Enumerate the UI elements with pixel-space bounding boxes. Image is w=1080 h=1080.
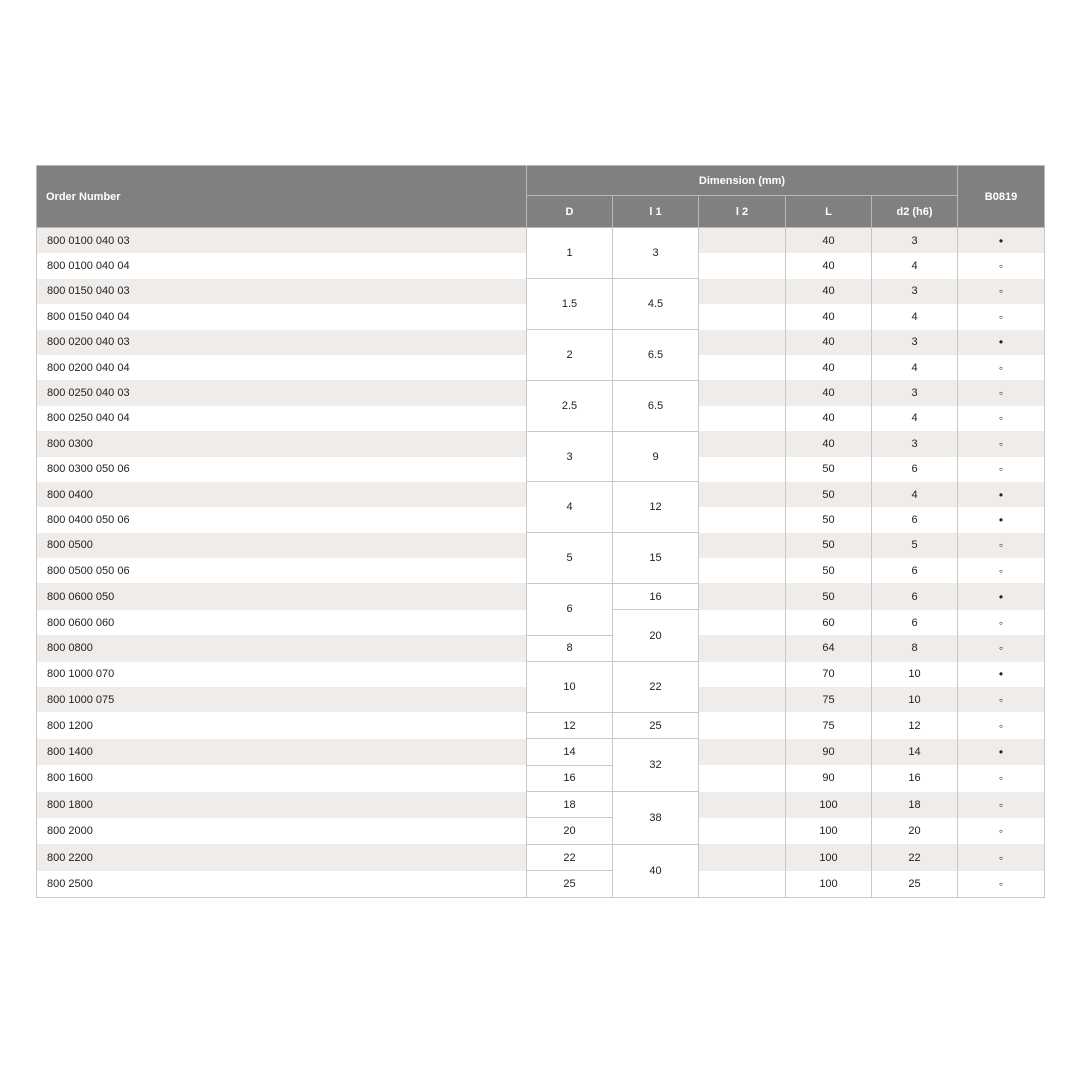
availability-mark: • xyxy=(958,583,1045,609)
length-cell: 40 xyxy=(786,431,872,456)
length-cell: 64 xyxy=(786,635,872,661)
order-table xyxy=(36,165,1045,898)
l1-cell: 6.5 xyxy=(613,330,699,381)
availability-mark: ◦ xyxy=(958,687,1045,712)
l1-cell: 25 xyxy=(613,712,699,738)
availability-mark: ◦ xyxy=(958,871,1045,897)
table-row xyxy=(37,533,1045,558)
table-row xyxy=(37,739,1045,765)
d-cell: 16 xyxy=(527,765,613,791)
d2-cell: 5 xyxy=(872,533,958,558)
order-number-cell: 800 0100 040 04 xyxy=(37,253,527,278)
length-cell: 50 xyxy=(786,583,872,609)
l2-cell xyxy=(699,818,786,844)
l2-cell xyxy=(699,279,786,304)
d2-cell: 6 xyxy=(872,558,958,583)
availability-mark: ◦ xyxy=(958,844,1045,870)
availability-mark: ◦ xyxy=(958,610,1045,635)
d2-cell: 22 xyxy=(872,844,958,870)
order-number-cell: 800 0600 050 xyxy=(37,583,527,609)
availability-mark: ◦ xyxy=(958,457,1045,482)
col-l2-header: l 2 xyxy=(699,196,786,228)
d-cell: 22 xyxy=(527,844,613,870)
table-body xyxy=(37,228,1045,898)
availability-mark: ◦ xyxy=(958,792,1045,818)
order-number-cell: 800 1600 xyxy=(37,765,527,791)
d2-cell: 4 xyxy=(872,355,958,380)
d-cell: 1.5 xyxy=(527,279,613,330)
l2-cell xyxy=(699,507,786,532)
d-cell: 2.5 xyxy=(527,380,613,431)
l1-cell: 22 xyxy=(613,662,699,713)
l2-cell xyxy=(699,330,786,355)
l1-cell: 40 xyxy=(613,844,699,897)
length-cell: 70 xyxy=(786,662,872,687)
col-d-header: D xyxy=(527,196,613,228)
l2-cell xyxy=(699,482,786,507)
l2-cell xyxy=(699,687,786,712)
availability-mark: • xyxy=(958,228,1045,254)
l1-cell: 4.5 xyxy=(613,279,699,330)
brand-header: B0819 xyxy=(958,166,1045,228)
d-cell: 12 xyxy=(527,712,613,738)
table-row xyxy=(37,792,1045,818)
availability-mark: ◦ xyxy=(958,380,1045,405)
d-cell: 20 xyxy=(527,818,613,844)
length-cell: 50 xyxy=(786,457,872,482)
order-number-cell: 800 0500 xyxy=(37,533,527,558)
d-cell: 4 xyxy=(527,482,613,533)
length-cell: 60 xyxy=(786,610,872,635)
availability-mark: • xyxy=(958,662,1045,687)
l2-cell xyxy=(699,792,786,818)
d-cell: 10 xyxy=(527,662,613,713)
order-number-cell: 800 0600 060 xyxy=(37,610,527,635)
length-cell: 100 xyxy=(786,818,872,844)
d2-cell: 3 xyxy=(872,380,958,405)
availability-mark: ◦ xyxy=(958,279,1045,304)
l2-cell xyxy=(699,662,786,687)
availability-mark: • xyxy=(958,739,1045,765)
length-cell: 40 xyxy=(786,279,872,304)
d2-cell: 4 xyxy=(872,406,958,431)
d-cell: 6 xyxy=(527,583,613,635)
l1-cell: 9 xyxy=(613,431,699,482)
order-number-header: Order Number xyxy=(37,166,527,228)
availability-mark: ◦ xyxy=(958,635,1045,661)
order-number-cell: 800 0150 040 04 xyxy=(37,304,527,329)
d2-cell: 3 xyxy=(872,279,958,304)
order-number-cell: 800 2000 xyxy=(37,818,527,844)
availability-mark: • xyxy=(958,482,1045,507)
l1-cell: 15 xyxy=(613,533,699,584)
availability-mark: • xyxy=(958,507,1045,532)
d2-cell: 6 xyxy=(872,583,958,609)
dimension-header: Dimension (mm) xyxy=(527,166,958,196)
order-number-cell: 800 2500 xyxy=(37,871,527,897)
length-cell: 100 xyxy=(786,871,872,897)
l1-cell: 16 xyxy=(613,583,699,609)
l2-cell xyxy=(699,533,786,558)
d2-cell: 4 xyxy=(872,482,958,507)
d-cell: 14 xyxy=(527,739,613,765)
order-number-cell: 800 1000 070 xyxy=(37,662,527,687)
d2-cell: 20 xyxy=(872,818,958,844)
d2-cell: 12 xyxy=(872,712,958,738)
d2-cell: 6 xyxy=(872,507,958,532)
col-l1-header: l 1 xyxy=(613,196,699,228)
order-number-cell: 800 0100 040 03 xyxy=(37,228,527,254)
l2-cell xyxy=(699,712,786,738)
d-cell: 5 xyxy=(527,533,613,584)
table-row xyxy=(37,765,1045,791)
l2-cell xyxy=(699,635,786,661)
length-cell: 40 xyxy=(786,253,872,278)
order-number-cell: 800 0400 xyxy=(37,482,527,507)
availability-mark: ◦ xyxy=(958,818,1045,844)
d2-cell: 25 xyxy=(872,871,958,897)
l1-cell: 3 xyxy=(613,228,699,279)
d2-cell: 10 xyxy=(872,662,958,687)
l1-cell: 12 xyxy=(613,482,699,533)
table-row xyxy=(37,279,1045,304)
l2-cell xyxy=(699,380,786,405)
d2-cell: 6 xyxy=(872,457,958,482)
length-cell: 40 xyxy=(786,355,872,380)
l2-cell xyxy=(699,431,786,456)
l2-cell xyxy=(699,228,786,254)
l2-cell xyxy=(699,871,786,897)
col-L-header: L xyxy=(786,196,872,228)
l1-cell: 20 xyxy=(613,610,699,662)
length-cell: 90 xyxy=(786,765,872,791)
table-row xyxy=(37,482,1045,507)
l2-cell xyxy=(699,765,786,791)
length-cell: 100 xyxy=(786,792,872,818)
order-number-cell: 800 0500 050 06 xyxy=(37,558,527,583)
col-d2-header: d2 (h6) xyxy=(872,196,958,228)
l2-cell xyxy=(699,457,786,482)
table-row xyxy=(37,844,1045,870)
length-cell: 75 xyxy=(786,687,872,712)
l1-cell: 38 xyxy=(613,792,699,845)
availability-mark: ◦ xyxy=(958,304,1045,329)
table-row xyxy=(37,662,1045,687)
l2-cell xyxy=(699,558,786,583)
l2-cell xyxy=(699,355,786,380)
order-number-cell: 800 1200 xyxy=(37,712,527,738)
table-row xyxy=(37,712,1045,738)
availability-mark: ◦ xyxy=(958,431,1045,456)
table-row xyxy=(37,228,1045,254)
d2-cell: 4 xyxy=(872,253,958,278)
order-number-cell: 800 2200 xyxy=(37,844,527,870)
l2-cell xyxy=(699,304,786,329)
l2-cell xyxy=(699,610,786,635)
d2-cell: 3 xyxy=(872,431,958,456)
l2-cell xyxy=(699,406,786,431)
order-number-cell: 800 1400 xyxy=(37,739,527,765)
l2-cell xyxy=(699,739,786,765)
l2-cell xyxy=(699,583,786,609)
d2-cell: 14 xyxy=(872,739,958,765)
order-number-cell: 800 0250 040 04 xyxy=(37,406,527,431)
d2-cell: 8 xyxy=(872,635,958,661)
table-row xyxy=(37,635,1045,661)
d-cell: 18 xyxy=(527,792,613,818)
order-number-cell: 800 1000 075 xyxy=(37,687,527,712)
d2-cell: 3 xyxy=(872,228,958,254)
l1-cell: 6.5 xyxy=(613,380,699,431)
availability-mark: ◦ xyxy=(958,406,1045,431)
order-number-cell: 800 0300 050 06 xyxy=(37,457,527,482)
length-cell: 50 xyxy=(786,507,872,532)
order-number-cell: 800 0250 040 03 xyxy=(37,380,527,405)
length-cell: 100 xyxy=(786,844,872,870)
d2-cell: 3 xyxy=(872,330,958,355)
order-number-cell: 800 0400 050 06 xyxy=(37,507,527,532)
length-cell: 90 xyxy=(786,739,872,765)
availability-mark: ◦ xyxy=(958,765,1045,791)
length-cell: 40 xyxy=(786,304,872,329)
d2-cell: 18 xyxy=(872,792,958,818)
order-number-cell: 800 0150 040 03 xyxy=(37,279,527,304)
order-number-cell: 800 0800 xyxy=(37,635,527,661)
d2-cell: 6 xyxy=(872,610,958,635)
length-cell: 50 xyxy=(786,482,872,507)
table-row xyxy=(37,583,1045,609)
availability-mark: ◦ xyxy=(958,355,1045,380)
length-cell: 50 xyxy=(786,533,872,558)
length-cell: 75 xyxy=(786,712,872,738)
d2-cell: 16 xyxy=(872,765,958,791)
availability-mark: ◦ xyxy=(958,712,1045,738)
order-number-cell: 800 0200 040 04 xyxy=(37,355,527,380)
l2-cell xyxy=(699,253,786,278)
d-cell: 25 xyxy=(527,871,613,897)
table-row xyxy=(37,431,1045,456)
length-cell: 40 xyxy=(786,406,872,431)
order-number-cell: 800 1800 xyxy=(37,792,527,818)
d-cell: 3 xyxy=(527,431,613,482)
length-cell: 40 xyxy=(786,330,872,355)
availability-mark: ◦ xyxy=(958,533,1045,558)
availability-mark: ◦ xyxy=(958,558,1045,583)
table-row xyxy=(37,330,1045,355)
order-number-cell: 800 0200 040 03 xyxy=(37,330,527,355)
d2-cell: 4 xyxy=(872,304,958,329)
d2-cell: 10 xyxy=(872,687,958,712)
l1-cell: 32 xyxy=(613,739,699,792)
table-row xyxy=(37,871,1045,897)
table-row xyxy=(37,818,1045,844)
availability-mark: ◦ xyxy=(958,253,1045,278)
length-cell: 40 xyxy=(786,380,872,405)
table-row xyxy=(37,380,1045,405)
d-cell: 1 xyxy=(527,228,613,279)
l2-cell xyxy=(699,844,786,870)
availability-mark: • xyxy=(958,330,1045,355)
length-cell: 40 xyxy=(786,228,872,254)
d-cell: 8 xyxy=(527,635,613,661)
d-cell: 2 xyxy=(527,330,613,381)
order-number-cell: 800 0300 xyxy=(37,431,527,456)
length-cell: 50 xyxy=(786,558,872,583)
